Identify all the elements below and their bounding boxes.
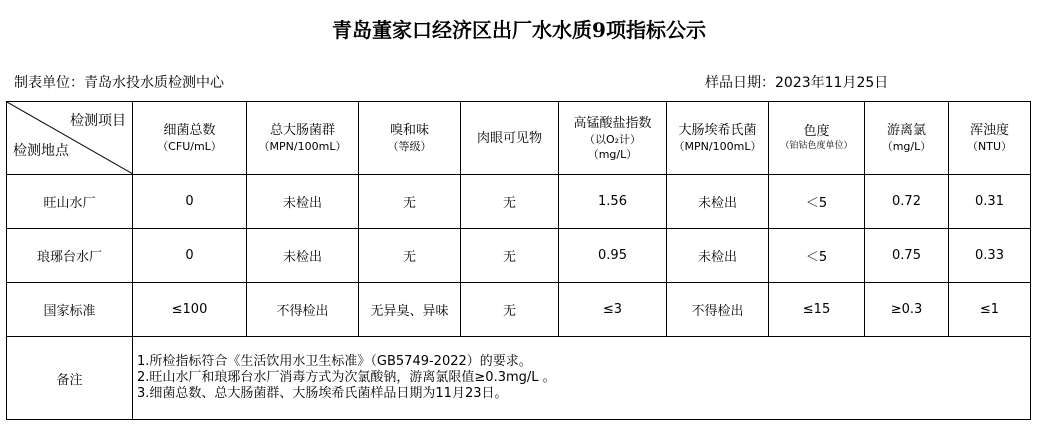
table-cell: 无	[359, 229, 461, 283]
table-cell: 未检出	[247, 175, 359, 229]
header-name: 高锰酸盐指数	[573, 115, 652, 131]
header-name: 大肠埃希氏菌	[678, 123, 757, 138]
header-name: 色度	[803, 124, 830, 139]
sample-date: 样品日期：2023年11月25日	[705, 75, 889, 91]
header-name: 总大肠菌群	[269, 123, 335, 138]
header-cell	[949, 102, 1031, 175]
table-cell: ＜5	[769, 175, 865, 229]
table-cell: 不得检出	[247, 283, 359, 337]
header-unit: （等级）	[387, 140, 432, 153]
page-title: 青岛董家口经济区出厂水水质9项指标公示	[332, 18, 706, 42]
table-cell: 0.33	[949, 229, 1031, 283]
corner-header-cell	[7, 102, 133, 175]
table-cell: 0.75	[865, 229, 949, 283]
table-cell: 未检出	[247, 229, 359, 283]
row-label: 琅琊台水厂	[7, 229, 133, 283]
table-cell: ≤100	[133, 283, 247, 337]
corner-label-locations: 检测地点	[13, 143, 69, 159]
table-cell: ≤15	[769, 283, 865, 337]
header-row	[7, 102, 1031, 175]
table-cell: ≥0.3	[865, 283, 949, 337]
table-row	[7, 175, 1031, 229]
header-cell	[667, 102, 769, 175]
note-line: 2.旺山水厂和琅琊台水厂消毒方式为次氯酸钠，游离氯限值≥0.3mg/L 。	[137, 370, 556, 385]
header-unit: （以O₂计）	[583, 132, 642, 146]
row-label: 国家标准	[7, 283, 133, 337]
header-name: 肉眼可见物	[476, 130, 542, 146]
table-cell: 无	[461, 229, 559, 283]
header-unit: （铂钴色度单位）	[780, 141, 853, 151]
header-unit-2: （mg/L）	[587, 147, 638, 161]
header-cell	[559, 102, 667, 175]
header-name: 细菌总数	[163, 123, 216, 138]
header-unit: （mg/L）	[881, 140, 932, 153]
table-cell: ＜5	[769, 229, 865, 283]
header-cell	[769, 102, 865, 175]
table-cell: 未检出	[667, 175, 769, 229]
header-cell	[133, 102, 247, 175]
header-unit: （MPN/100mL）	[258, 140, 347, 153]
header-name: 嗅和味	[389, 123, 429, 138]
table-cell: 0.95	[559, 229, 667, 283]
table-row	[7, 283, 1031, 337]
header-cell	[247, 102, 359, 175]
table-cell: 未检出	[667, 229, 769, 283]
maker-unit: 制表单位：青岛水投水质检测中心	[14, 75, 224, 91]
header-unit: （MPN/100mL）	[673, 140, 762, 153]
notes-row	[7, 337, 1031, 420]
table-cell: 无	[359, 175, 461, 229]
table-cell: 0.31	[949, 175, 1031, 229]
note-line: 1.所检指标符合《生活饮用水卫生标准》（GB5749-2022）的要求。	[137, 354, 532, 369]
corner-label-items: 检测项目	[70, 113, 126, 129]
table-cell: 不得检出	[667, 283, 769, 337]
header-cell	[865, 102, 949, 175]
table-cell: 1.56	[559, 175, 667, 229]
note-line: 3.细菌总数、总大肠菌群、大肠埃希氏菌样品日期为11月23日。	[137, 386, 508, 401]
header-unit: （NTU）	[967, 140, 1012, 153]
table-cell: 无	[461, 175, 559, 229]
table-cell: 无	[461, 283, 559, 337]
water-quality-table	[6, 101, 1031, 420]
table-cell: 0.72	[865, 175, 949, 229]
table-cell: ≤1	[949, 283, 1031, 337]
notes-label: 备注	[7, 337, 133, 420]
header-unit: （CFU/mL）	[157, 140, 222, 153]
table-row	[7, 229, 1031, 283]
header-cell	[359, 102, 461, 175]
table-cell: 0	[133, 175, 247, 229]
table-cell: ≤3	[559, 283, 667, 337]
header-cell	[461, 102, 559, 175]
table-cell: 无异臭、异味	[359, 283, 461, 337]
table-cell: 0	[133, 229, 247, 283]
notes-cell	[133, 337, 1031, 420]
header-name: 游离氯	[886, 123, 926, 138]
row-label: 旺山水厂	[7, 175, 133, 229]
header-name: 浑浊度	[969, 123, 1009, 138]
